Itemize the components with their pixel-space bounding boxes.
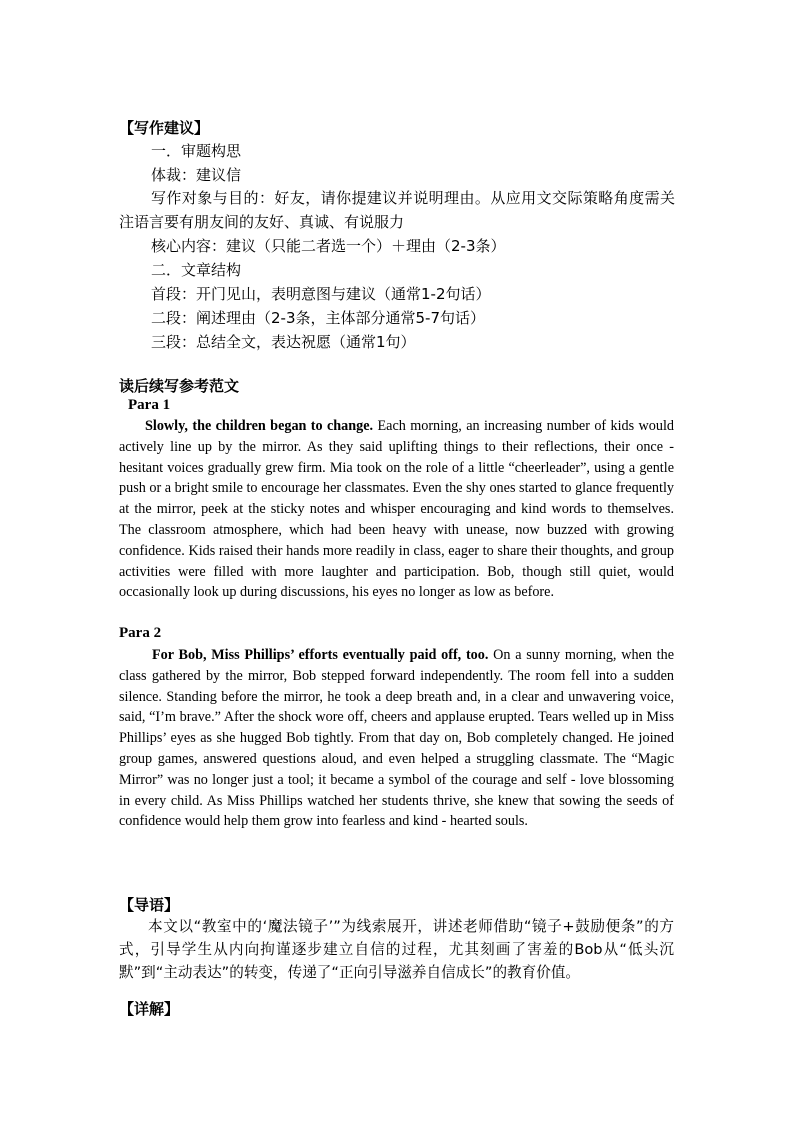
para2-lead: For Bob, Miss Phillips’ efforts eventually paid off, too. — [152, 647, 489, 663]
advice-line-3: 写作对象与目的：好友，请你提建议并说明理由。从应用文交际策略角度需关注语言要有朋友间的友好、真诚、有说服力 — [119, 189, 675, 231]
advice-line-8: 三段：总结全文，表达祝愿（通常1句） — [151, 333, 416, 351]
detail-heading: 【详解】 — [119, 1000, 180, 1018]
advice-line-5: 二．文章结构 — [151, 261, 242, 279]
advice-line-6: 首段：开门见山，表明意图与建议（通常1-2句话） — [151, 285, 491, 303]
para2-body: On a sunny morning, when the class gathered by the mirror, Bob stepped forward independently. The room fell into a sudden silence. Standing before the mirror, he took a deep breath and, in a clear and unwavering voice, said, “I’m brave.” After the shock wore off, cheers and applause erupted. Tears welled up in Miss Phillips’ eyes as she hugged Bob tightly. From that day on, Bob completely changed. He joined group games, answered questions aloud, and even helped a struggling classmate. The “Magic Mirror” was no longer just a tool; it became a symbol of the courage and self - love blossoming in every child. As Miss Phillips watched her students thrive, she knew that sowing the seeds of confidence would help them grow into fearless and kind - hearted souls. — [119, 647, 674, 830]
para1-text — [119, 416, 674, 603]
continuation-heading: 读后续写参考范文 — [119, 377, 240, 395]
advice-line-1: 一．审题构思 — [151, 142, 242, 160]
guide-heading: 【导语】 — [119, 896, 180, 914]
para2-label: Para 2 — [119, 625, 162, 641]
advice-line-2: 体裁：建议信 — [151, 166, 242, 184]
advice-line-4: 核心内容：建议（只能二者选一个）＋理由（2-3条） — [151, 237, 506, 255]
para1-lead: Slowly, the children began to change. — [145, 418, 374, 434]
advice-line-7: 二段：阐述理由（2-3条，主体部分通常5-7句话） — [151, 309, 486, 327]
para1-body: Each morning, an increasing number of kids would actively line up by the mirror. As they said uplifting things to their reflections, their once - hesitant voices gradually grew firm. Mia took on the role of a little “cheerleader”, using a gentle push or a bright smile to encourage her classmates. Even the shy ones started to glance frequently at the mirror, peek at the sticky notes and whisper encouraging and kind words to themselves. The classroom atmosphere, which had been heavy with unease, now buzzed with growing confidence. Kids raised their hands more readily in class, eager to share their thoughts, and group activities were filled with more laughter and participation. Bob, though still quiet, would occasionally look up during discussions, his eyes no longer as low as before. — [119, 418, 674, 601]
guide-text: 本文以“教室中的‘魔法镜子’”为线索展开，讲述老师借助“镜子+鼓励便条”的方式，引导学生从内向拘谨逐步建立自信的过程，尤其刻画了害羞的Bob从“低头沉默”到“主动表达”的转变，传递了“正向引导滋养自信成长”的教育价值。 — [119, 918, 674, 981]
writing-advice-heading: 【写作建议】 — [119, 119, 210, 137]
para2-text — [119, 645, 674, 832]
para1-label: Para 1 — [128, 397, 171, 413]
